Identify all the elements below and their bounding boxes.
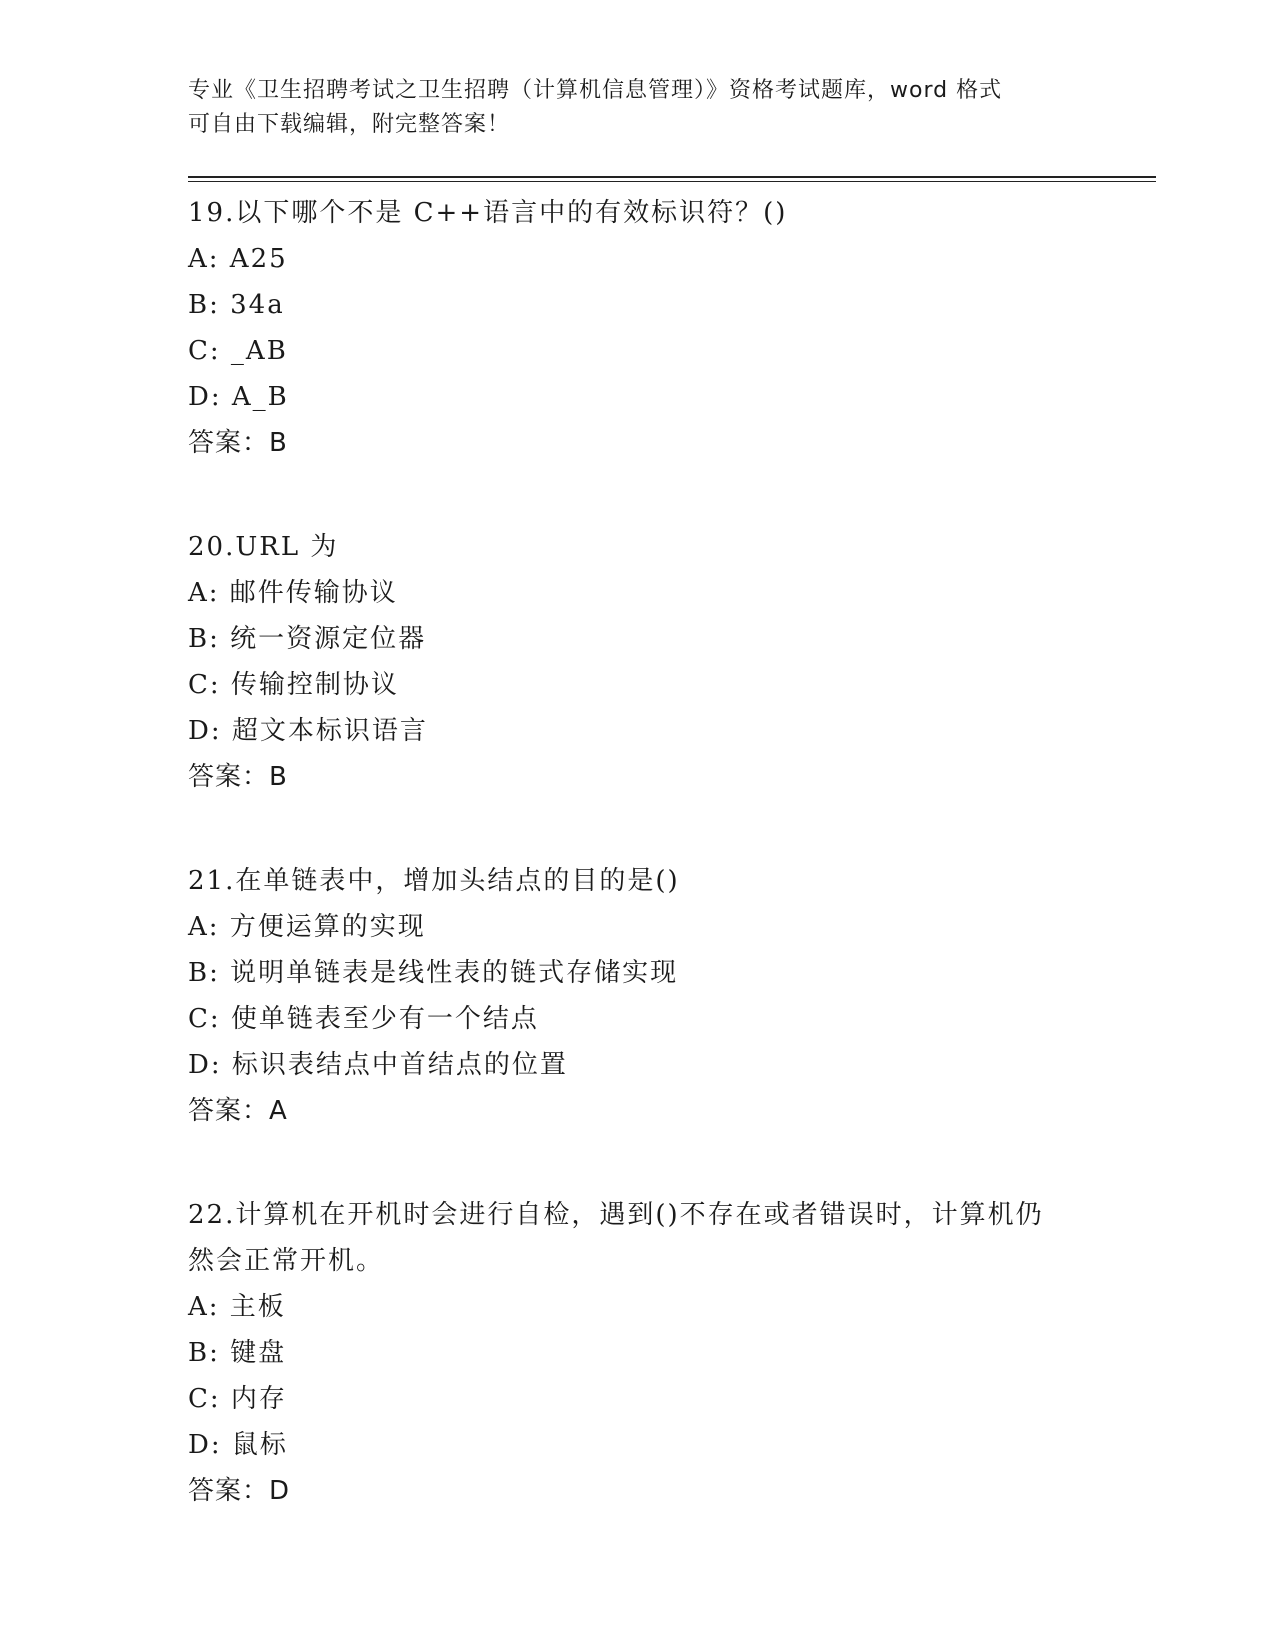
option-c: C: 传输控制协议 <box>188 670 399 700</box>
option-b: B: 统一资源定位器 <box>188 624 427 654</box>
question-stem: 20.URL 为 <box>188 532 339 562</box>
option-d: D: 标识表结点中首结点的位置 <box>188 1050 568 1080</box>
header-line-2: 可自由下载编辑，附完整答案！ <box>188 112 511 137</box>
option-d: D: 超文本标识语言 <box>188 716 428 746</box>
document-header <box>188 74 1088 142</box>
option-a: A: 方便运算的实现 <box>188 912 426 942</box>
option-d: D: 鼠标 <box>188 1430 288 1460</box>
question-stem-line-1: 22.计算机在开机时会进行自检，遇到()不存在或者错误时，计算机仍 <box>188 1200 1044 1230</box>
option-d: D: A_B <box>188 382 289 412</box>
option-c: C: 内存 <box>188 1384 287 1414</box>
question-list <box>188 190 1088 1572</box>
option-b: B: 说明单链表是线性表的链式存储实现 <box>188 958 679 988</box>
header-line-1: 专业《卫生招聘考试之卫生招聘（计算机信息管理）》资格考试题库，word 格式 <box>188 78 1003 103</box>
question-21 <box>188 858 1088 1134</box>
option-b: B: 34a <box>188 290 285 320</box>
question-stem: 19.以下哪个不是 C++语言中的有效标识符？() <box>188 198 788 228</box>
answer-label: 答案：B <box>188 428 288 458</box>
answer-label: 答案：D <box>188 1476 291 1506</box>
question-stem: 21.在单链表中，增加头结点的目的是() <box>188 866 680 896</box>
option-c: C: _AB <box>188 336 288 366</box>
option-a: A: A25 <box>188 244 288 274</box>
question-20 <box>188 524 1088 800</box>
header-divider-thin <box>188 181 1156 182</box>
option-b: B: 键盘 <box>188 1338 287 1368</box>
answer-label: 答案：B <box>188 762 288 792</box>
header-divider-thick <box>188 176 1156 178</box>
option-c: C: 使单链表至少有一个结点 <box>188 1004 539 1034</box>
question-22 <box>188 1192 1088 1514</box>
question-stem-line-2: 然会正常开机。 <box>188 1246 385 1276</box>
answer-label: 答案：A <box>188 1096 288 1126</box>
option-a: A: 邮件传输协议 <box>188 578 398 608</box>
question-19 <box>188 190 1088 466</box>
option-a: A: 主板 <box>188 1292 286 1322</box>
